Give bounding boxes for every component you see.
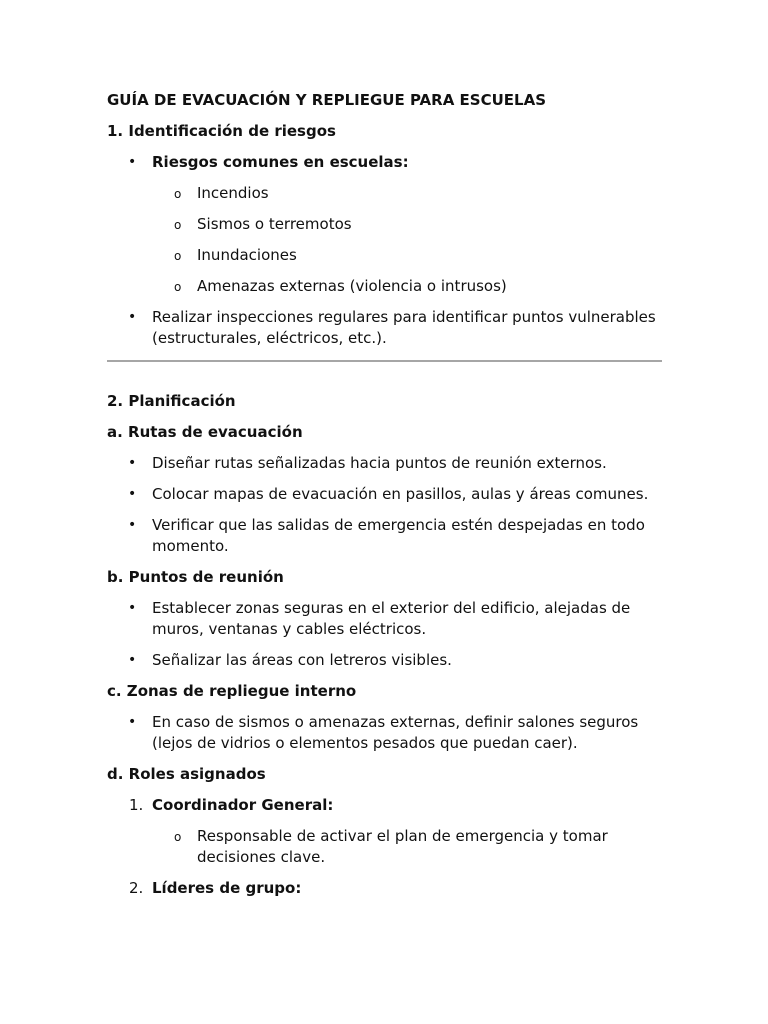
section-1-heading: 1. Identificación de riesgos xyxy=(107,122,336,140)
list-item-text: Establecer zonas seguras en el exterior del edificio, alejadas de muros, ventanas y cables eléctricos. xyxy=(152,599,631,638)
bullet-marker: • xyxy=(128,652,137,668)
list-item xyxy=(107,484,662,505)
number-marker: 1. xyxy=(129,796,144,814)
list-item-riesgos-comunes xyxy=(107,152,662,173)
bullet-marker: • xyxy=(128,486,137,502)
list-item-text: Diseñar rutas señalizadas hacia puntos de reunión externos. xyxy=(152,454,607,472)
circle-marker: o xyxy=(174,830,182,844)
bullet-marker: • xyxy=(128,600,137,616)
list-subitem-text: Incendios xyxy=(197,184,269,202)
circle-marker: o xyxy=(174,218,182,232)
circle-marker: o xyxy=(174,187,182,201)
subsection-a-heading: a. Rutas de evacuación xyxy=(107,423,303,441)
horizontal-divider xyxy=(107,360,662,362)
list-subitem xyxy=(107,183,662,204)
subsection-c-heading: c. Zonas de repliegue interno xyxy=(107,682,357,700)
bullet-marker: • xyxy=(128,154,137,170)
list-item-text: Realizar inspecciones regulares para identificar puntos vulnerables (estructurales, eléctricos, etc.). xyxy=(152,308,656,347)
document-page xyxy=(107,90,662,909)
list-subitem xyxy=(107,276,662,297)
list-subitem-text: Inundaciones xyxy=(197,246,297,264)
circle-marker: o xyxy=(174,249,182,263)
list-item xyxy=(107,712,662,754)
list-item xyxy=(107,650,662,671)
numbered-item-label: Coordinador General: xyxy=(152,796,334,814)
list-item-label: Riesgos comunes en escuelas: xyxy=(152,153,409,171)
list-subitem-text: Responsable de activar el plan de emergencia y tomar decisiones clave. xyxy=(197,827,608,866)
list-item-text: Verificar que las salidas de emergencia estén despejadas en todo momento. xyxy=(152,516,645,555)
bullet-marker: • xyxy=(128,455,137,471)
bullet-marker: • xyxy=(128,517,137,533)
document-title: GUÍA DE EVACUACIÓN Y REPLIEGUE PARA ESCUELAS xyxy=(107,91,547,109)
bullet-marker: • xyxy=(128,714,137,730)
list-subitem xyxy=(107,214,662,235)
list-subitem-text: Amenazas externas (violencia o intrusos) xyxy=(197,277,507,295)
subsection-d-heading: d. Roles asignados xyxy=(107,765,266,783)
bullet-marker: • xyxy=(128,309,137,325)
circle-marker: o xyxy=(174,280,182,294)
list-subitem xyxy=(107,826,662,868)
list-item-inspecciones xyxy=(107,307,662,349)
list-subitem xyxy=(107,245,662,266)
list-item-text: En caso de sismos o amenazas externas, definir salones seguros (lejos de vidrios o elementos pesados que puedan caer). xyxy=(152,713,639,752)
numbered-item-lideres xyxy=(107,878,662,899)
list-item-text: Colocar mapas de evacuación en pasillos, aulas y áreas comunes. xyxy=(152,485,649,503)
numbered-item-coordinador xyxy=(107,795,662,816)
list-subitem-text: Sismos o terremotos xyxy=(197,215,352,233)
numbered-item-label: Líderes de grupo: xyxy=(152,879,302,897)
section-2-heading: 2. Planificación xyxy=(107,392,236,410)
subsection-b-heading: b. Puntos de reunión xyxy=(107,568,284,586)
number-marker: 2. xyxy=(129,879,144,897)
list-item-text: Señalizar las áreas con letreros visibles. xyxy=(152,651,452,669)
list-item xyxy=(107,515,662,557)
list-item xyxy=(107,453,662,474)
list-item xyxy=(107,598,662,640)
